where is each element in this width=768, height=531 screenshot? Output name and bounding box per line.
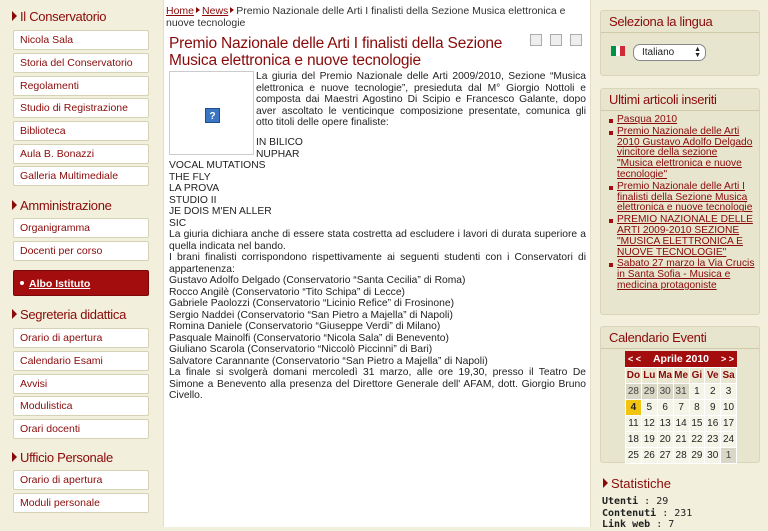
nav-modulistica[interactable]: Modulistica (13, 396, 149, 416)
stats-title: Statistiche (603, 476, 671, 491)
weekday: Lu (641, 368, 657, 384)
main-content (163, 0, 591, 527)
breadcrumb-home[interactable]: Home (166, 5, 195, 17)
work-title: NUPHAR (256, 148, 300, 160)
calendar-day[interactable]: 15 (689, 416, 705, 432)
stats-list (602, 496, 692, 531)
breadcrumb-arrow-icon (230, 7, 234, 13)
calendar-day-today[interactable]: 4 (626, 400, 642, 416)
calendar-day[interactable]: 1 (689, 384, 705, 400)
breadcrumb-current: Premio Nazionale delle Arti I finalisti della Sezione Musica elettronica e nuove tecnologie (166, 5, 566, 29)
recent-item[interactable]: Premio Nazionale delle Arti I finalisti della Sezione Musica elettronica e nuove tecnologie (609, 182, 755, 214)
arrow-icon (12, 309, 17, 319)
recent-item[interactable]: Premio Nazionale delle Arti 2010 Gustavo Adolfo Delgado vincitore della sezione "Musica elettronica e nuove tecnologie" (609, 127, 755, 181)
nav-aula-bonazzi[interactable]: Aula B. Bonazzi (13, 144, 149, 164)
article-image (169, 71, 254, 155)
section-title-ufficio: Ufficio Personale (12, 450, 113, 465)
nav-orario-apertura-personale[interactable]: Orario di apertura (13, 470, 149, 490)
nav-storia[interactable]: Storia del Conservatorio (13, 53, 149, 73)
student-item: Romina Daniele (Conservatorio “Giuseppe Verdi” di Milano) (169, 321, 441, 332)
arrow-icon (12, 200, 17, 210)
calendar-day[interactable]: 2 (705, 384, 721, 400)
article-body (169, 229, 586, 402)
recent-title: Ultimi articoli inseriti (601, 89, 759, 111)
nav-regolamenti[interactable]: Regolamenti (13, 76, 149, 96)
calendar-title: Calendario Eventi (601, 327, 759, 349)
calendar-day[interactable]: 18 (626, 432, 642, 448)
breadcrumb-news[interactable]: News (202, 5, 229, 17)
student-item: Gabriele Paolozzi (Conservatorio “Licinio Refice” di Frosinone) (169, 298, 454, 309)
article-tools (522, 33, 582, 51)
student-item: Salvatore Carannante (Conservatorio “San Pietro a Majella” di Napoli) (169, 355, 488, 367)
weekday: Sa (721, 368, 737, 384)
arrow-icon (12, 452, 17, 462)
arrow-icon (603, 478, 608, 488)
calendar-day[interactable]: 11 (626, 416, 642, 432)
calendar-day[interactable]: 23 (705, 432, 721, 448)
calendar-day[interactable]: 14 (673, 416, 689, 432)
weekday: Ma (657, 368, 673, 384)
email-icon[interactable] (570, 34, 582, 46)
nav-orari-docenti[interactable]: Orari docenti (13, 419, 149, 439)
calendar-day[interactable]: 10 (721, 400, 737, 416)
nav-nicola-sala[interactable]: Nicola Sala (13, 30, 149, 50)
works-list-a (256, 137, 303, 160)
nav-studio-registrazione[interactable]: Studio di Registrazione (13, 98, 149, 118)
calendar-day[interactable]: 26 (641, 448, 657, 464)
calendar-day[interactable]: 5 (641, 400, 657, 416)
calendar-day[interactable]: 30 (705, 448, 721, 464)
weekday: Ve (705, 368, 721, 384)
calendar-next[interactable]: > > (720, 354, 734, 364)
calendar-header (625, 351, 737, 367)
language-title: Seleziona la lingua (601, 11, 759, 33)
calendar-month: Aprile 2010 (652, 353, 710, 365)
section-title-segreteria: Segreteria didattica (12, 307, 126, 322)
paragraph: La finale si svolgerà domani mercoledì 31 marzo, alle ore 19,30, presso il Teatro De Simone a Benevento alla presenza del Direttore Generale dell' AFAM, dott. Giorgio Bruno Civello. (169, 367, 586, 401)
calendar-day[interactable]: 6 (657, 400, 673, 416)
calendar-day[interactable]: 16 (705, 416, 721, 432)
calendar-day[interactable]: 12 (641, 416, 657, 432)
calendar-day[interactable]: 24 (721, 432, 737, 448)
calendar-day[interactable]: 20 (657, 432, 673, 448)
paragraph: La giuria dichiara anche di essere stata costretta ad escludere i lavori di durata superiore a quella indicata nel bando. (169, 229, 586, 252)
calendar-day[interactable]: 27 (657, 448, 673, 464)
calendar-day[interactable]: 30 (657, 384, 673, 400)
recent-item[interactable]: Sabato 27 marzo la Via Crucis in Santa Sofia - Musica e medicina protagoniste (609, 259, 755, 291)
calendar-day[interactable]: 29 (689, 448, 705, 464)
broken-image-icon: ? (205, 108, 220, 123)
breadcrumb (166, 5, 586, 29)
weekday: Me (673, 368, 689, 384)
calendar-day[interactable]: 8 (689, 400, 705, 416)
nav-orario-apertura[interactable]: Orario di apertura (13, 328, 149, 348)
student-item: Pasquale Mainolfi (Conservatorio “Nicola Sala” di Benevento) (169, 332, 449, 344)
nav-moduli-personale[interactable]: Moduli personale (13, 493, 149, 513)
student-item: Rocco Angilè (Conservatorio “Tito Schipa” di Lecce) (169, 286, 405, 298)
bullet-icon (20, 281, 24, 285)
recent-item[interactable]: Pasqua 2010 (609, 115, 755, 126)
nav-albo-istituto[interactable]: Albo Istituto (13, 270, 149, 296)
stat-row: Contenuti : 231 (602, 507, 693, 519)
calendar-day[interactable]: 28 (673, 448, 689, 464)
nav-docenti-corso[interactable]: Docenti per corso (13, 241, 149, 261)
nav-avvisi[interactable]: Avvisi (13, 374, 149, 394)
calendar (625, 351, 737, 464)
arrow-icon (12, 11, 17, 21)
work-title: THE FLY (169, 171, 211, 183)
nav-galleria[interactable]: Galleria Multimediale (13, 166, 149, 186)
section-title-conservatorio: Il Conservatorio (12, 9, 106, 24)
calendar-day[interactable]: 7 (673, 400, 689, 416)
stat-row: Utenti : 29 (602, 496, 669, 507)
section-title-amministrazione: Amministrazione (12, 198, 112, 213)
works-list-b (169, 160, 272, 229)
calendar-day[interactable]: 1 (721, 448, 737, 464)
student-item: Sergio Naddei (Conservatorio “San Pietro a Majella” di Napoli) (169, 309, 453, 321)
work-title: JE DOIS M'EN ALLER (169, 206, 272, 217)
recent-list (601, 111, 759, 292)
breadcrumb-arrow-icon (196, 7, 200, 13)
work-title: SIC (169, 217, 187, 229)
calendar-day[interactable]: 29 (641, 384, 657, 400)
work-title: IN BILICO (256, 137, 303, 148)
calendar-day[interactable]: 21 (673, 432, 689, 448)
language-select[interactable]: Italiano ▲ ▼ (633, 44, 706, 61)
calendar-day[interactable]: 28 (626, 384, 642, 400)
recent-item[interactable]: PREMIO NAZIONALE DELLE ARTI 2009-2010 SEZIONE "MUSICA ELETTRONICA E NUOVE TECNOLOGIE" (609, 215, 755, 258)
nav-calendario-esami[interactable]: Calendario Esami (13, 351, 149, 371)
calendar-day[interactable]: 19 (641, 432, 657, 448)
calendar-prev[interactable]: < < (628, 354, 642, 364)
article-title: Premio Nazionale delle Arti I finalisti della Sezione Musica elettronica e nuove tecnologie (169, 35, 503, 69)
calendar-day[interactable]: 9 (705, 400, 721, 416)
select-arrows-icon: ▲ ▼ (694, 46, 701, 59)
calendar-day[interactable]: 22 (689, 432, 705, 448)
calendar-day[interactable]: 3 (721, 384, 737, 400)
pdf-icon[interactable] (530, 34, 542, 46)
work-title: VOCAL MUTATIONS (169, 160, 266, 171)
language-box (600, 10, 760, 76)
article-intro: La giuria del Premio Nazionale delle Arti 2009/2010, Sezione “Musica elettronica e nuove tecnologie”, presieduta dal M° Giorgio Nottoli e composta dai Maestri Agostino Di Scipio e Francesco Galante, dopo aver ascoltato le venticinque composizione presentate, comunica gli otto titoli delle opere finaliste: (256, 71, 586, 128)
calendar-day[interactable]: 17 (721, 416, 737, 432)
weekday: Do (626, 368, 642, 384)
paragraph: I brani finalisti corrispondono rispettivamente ai seguenti studenti con i Conservatori di appartenenza: (169, 252, 586, 275)
recent-articles-box (600, 88, 760, 315)
student-item: Gustavo Adolfo Delgado (Conservatorio “Santa Cecilia” di Roma) (169, 275, 466, 286)
nav-organigramma[interactable]: Organigramma (13, 218, 149, 238)
student-item: Giuliano Scarola (Conservatorio “Niccolò Piccinni” di Bari) (169, 344, 433, 355)
weekday: Gi (689, 368, 705, 384)
work-title: STUDIO II (169, 194, 217, 206)
calendar-day[interactable]: 31 (673, 384, 689, 400)
nav-biblioteca[interactable]: Biblioteca (13, 121, 149, 141)
calendar-day[interactable]: 25 (626, 448, 642, 464)
stat-row: Link web : 7 (602, 519, 675, 530)
italy-flag-icon (611, 46, 625, 56)
left-sidebar (0, 0, 163, 527)
calendar-day[interactable]: 13 (657, 416, 673, 432)
calendar-grid (625, 367, 737, 464)
print-icon[interactable] (550, 34, 562, 46)
work-title: LA PROVA (169, 183, 220, 194)
